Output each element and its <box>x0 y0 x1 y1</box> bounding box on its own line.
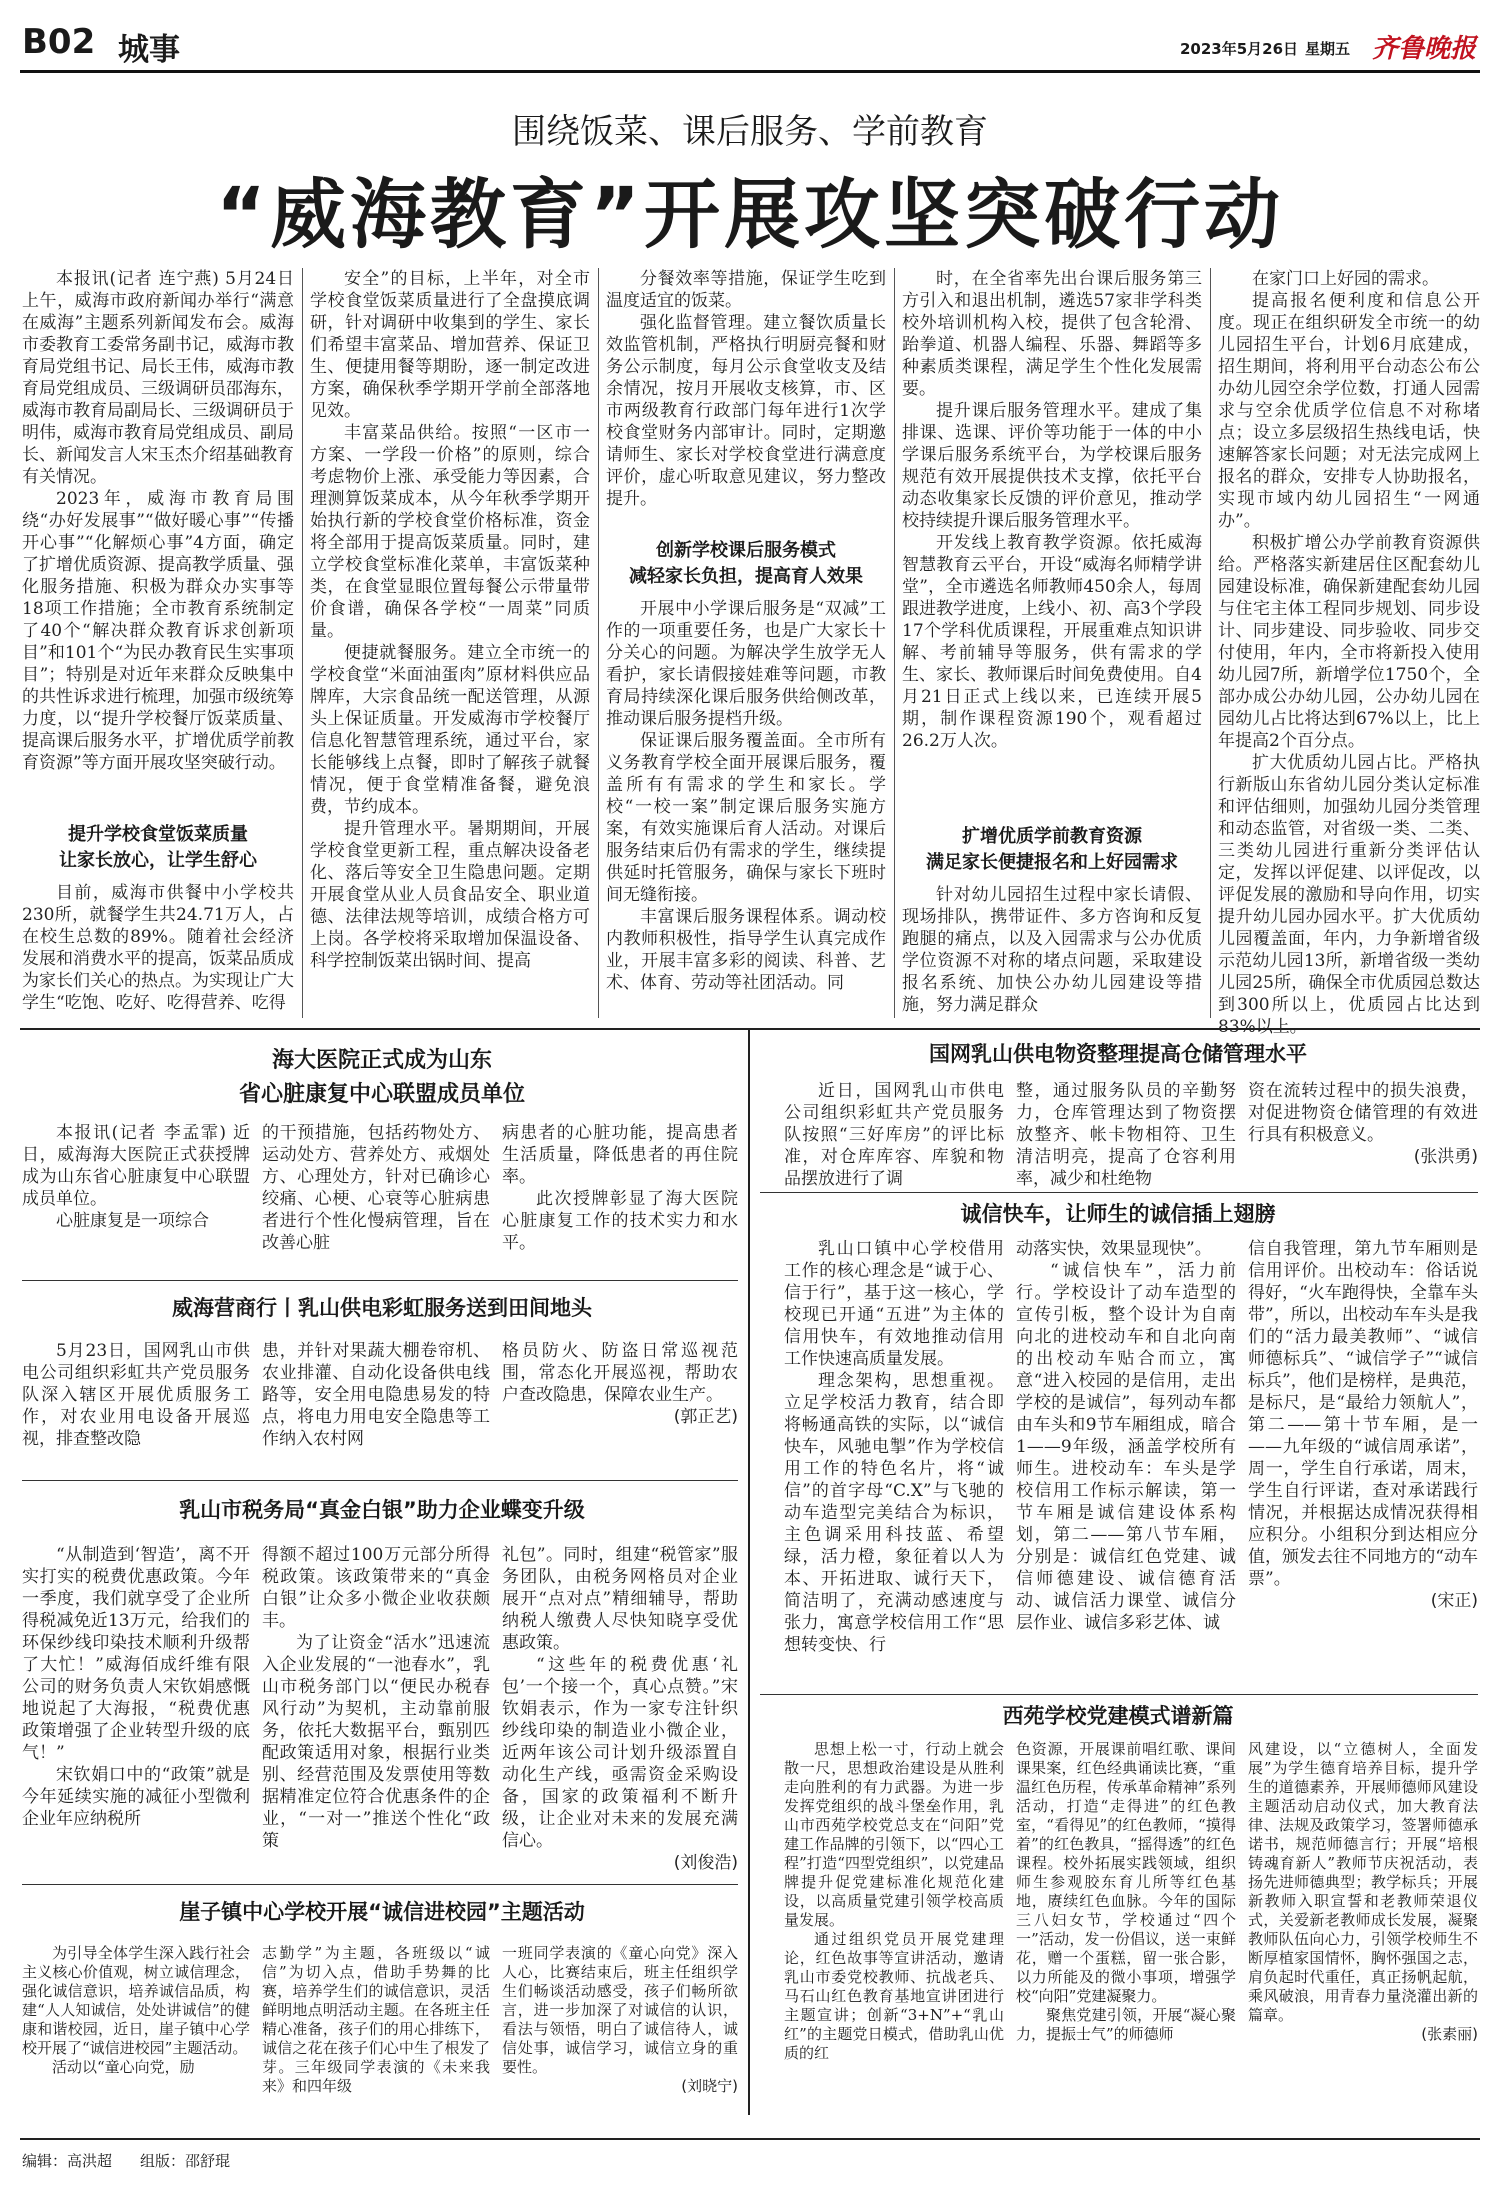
article-rule <box>22 1884 738 1885</box>
a7-col-1 <box>784 1238 1004 1690</box>
paragraph: 时，在全省率先出台课后服务第三方引入和退出机制，遴选57家非学科类校外培训机构入校，提供了包含轮滑、跆拳道、机器人编程、乐器、舞蹈等多种素质类课程，满足学生个性化发展需要。 <box>902 269 1202 399</box>
a7-col-3 <box>1248 1238 1478 1690</box>
a2-col-2 <box>262 1122 490 1272</box>
byline: (宋正) <box>1430 1591 1478 1611</box>
main-col-1a <box>22 268 294 818</box>
paragraph: 强化监督管理。建立餐饮质量长效监管机制，严格执行明厨亮餐和财务公示制度，每月公示食堂收支及结余情况，按月开展收支核算，市、区市两级教育行政部门每年进行1次学校食堂财务内部审计。同时，定期邀请师生、家长对学校食堂进行满意度评价，虚心听取意见建议，努力整改提升。 <box>606 313 886 509</box>
paragraph: “这些年的税费优惠‘礼包’一个接一个，真心点赞。”宋钦娟表示，作为一家专注针织纱线印染的制造业小微企业，近两年该公司计划升级添置自动化生产线，亟需资金采购设备，国家的政策福利不断升级，让企业对未来的发展充满信心。 <box>502 1655 738 1851</box>
a6-col-1 <box>784 1080 1004 1190</box>
paragraph: 2023年，威海市教育局围绕“办好发展事”“做好暖心事”“传播开心事”“化解烦心事”4方面，确定了扩增优质资源、提高教学质量、强化服务措施、积极为群众办实事等18项工作措施；全市教育系统制定了40个“解决群众教育诉求创新项目”和101个“为民办教育民生实事项目”；特别是对近年来群众反映集中的共性诉求进行梳理，加强市级统筹力度，以“提升学校餐厅饭菜质量、提高课后服务水平，扩增优质学前教育资源”等方面开展攻坚突破行动。 <box>22 489 294 773</box>
a3-col-1 <box>22 1340 250 1476</box>
byline: (刘俊浩) <box>673 1853 738 1873</box>
paragraph: 提升课后服务管理水平。建成了集排课、选课、评价等功能于一体的中小学课后服务系统平台，为学校课后服务规范有效开展提供技术支撑，依托平台动态收集家长反馈的评价意见，推动学校持续提升课后服务管理水平。 <box>902 401 1202 531</box>
paragraph: 便捷就餐服务。建立全市统一的学校食堂“米面油蛋肉”原材料供应品牌库，大宗食品统一配送管理，从源头上保证质量。开发威海市学校餐厅信息化智慧管理系统，通过平台，家长能够线上点餐，即时了解孩子就餐情况，便于食堂精准备餐，避免浪费，节约成本。 <box>310 643 590 817</box>
paragraph: 一班同学表演的《童心向党》深入人心，比赛结束后，班主任组织学生们畅谈活动感受，孩子们畅所欲言，进一步加深了对诚信的认识，看法与领悟，明白了诚信待人，诚信处事，诚信学习，诚信立身的重要性。 <box>502 1944 738 2076</box>
subheading-1: 提升学校食堂饭菜质量 <box>68 824 248 845</box>
page-number: B02 <box>22 22 96 62</box>
main-col-3a <box>606 268 886 532</box>
paragraph: 患，并针对果蔬大棚卷帘机、农业排灌、自动化设备供电线路等，安全用电隐患易发的特点，将电力用电安全隐患等工作纳入农村网 <box>262 1341 490 1449</box>
paragraph: “诚信快车”，活力前行。学校设计了动车造型的宣传引板，整个设计为自南向北的进校动车和自北向南的出校动车贴合而立，寓意“进入校园的是信用，走出学校的是诚信”，每列动车都由车头和9节车厢组成，暗合1——9年级，涵盖学校所有师生。进校动车：车头是学校信用工作标示解读，第一节车厢是诚信建设体系构划，第二——第八节车厢，分别是：诚信红色党建、诚信师德建设、诚信德育活动、诚信活力课堂、诚信分层作业、诚信多彩艺体、诚 <box>1016 1261 1236 1633</box>
subheading-2: 创新学校课后服务模式 <box>656 540 836 561</box>
paragraph: 心脏康复是一项综合 <box>56 1211 209 1231</box>
paragraph: 扩大优质幼儿园占比。严格执行新版山东省幼儿园分类认定标准和评估细则，加强幼儿园分类管理和动态监管，对省级一类、二类、三类幼儿园进行重新分类评估认定，发挥以评促建、以评促改，以评促发展的激励和导向作用，切实提升幼儿园办园水平。扩大优质幼儿园覆盖面，年内，力争新增省级示范幼儿园13所，新增省级一类幼儿园25所，确保全市优质园总数达到300所以上，优质园占比达到83%以上。 <box>1218 753 1480 1037</box>
paragraph: 目前，威海市供餐中小学校共230所，就餐学生共24.71万人，占在校生总数的89%。随着社会经济发展和消费水平的提高，饭菜品质成为家长们关心的热点。为实现让广大学生“吃饱、吃好、吃得营养、吃得 <box>22 883 294 1013</box>
section-rule <box>20 1028 1480 1030</box>
article-headline: 国网乳山供电物资整理提高仓储管理水平 <box>929 1042 1307 1066</box>
paragraph: 分餐效率等措施，保证学生吃到温度适宜的饭菜。 <box>606 269 886 311</box>
article-headline: 西苑学校党建模式谱新篇 <box>1002 1704 1234 1728</box>
paragraph: 色资源，开展课前唱红歌、课间课果案，红色经典诵读比赛，“重温红色历程，传承革命精神”系列活动，打造“走得进”的红色教室，“看得见”的红色教师，“摸得着”的红色教具，“摇得透”的红色课程。校外拓展实践领域，组织师生参观胶东育儿所等红色基地，赓续红色血脉。今年的国际三八妇女节，学校通过“四个一”活动，发一份倡议，送一束鲜花，赠一个蛋糕，留一张合影，以力所能及的微小事项，增强学校“向阳”党建凝聚力。 <box>1016 1740 1236 2005</box>
article-rule <box>760 1192 1478 1193</box>
article-rule <box>22 1280 738 1281</box>
article-rule <box>760 1694 1478 1695</box>
paragraph: 整，通过服务队员的辛勤努力，仓库管理达到了物资摆放整齐、帐卡物相符、卫生清洁明亮，提高了仓容利用率，减少和杜绝物 <box>1016 1081 1236 1189</box>
a5-col-2 <box>262 1944 490 2110</box>
a2-col-3 <box>502 1122 738 1272</box>
paragraph: 格员防火、防盗日常巡视范围，常态化开展巡视，帮助农户查改隐患，保障农业生产。 <box>502 1341 738 1405</box>
a3-col-2 <box>262 1340 490 1476</box>
paragraph: 开发线上教育教学资源。依托威海智慧教育云平台，开设“威海名师精学讲堂”，全市遴选名师教师450余人，每周跟进教学进度，上线小、初、高3个学段17个学科优质课程，开展重难点知识讲解、考前辅导等服务，供有需求的学生、家长、教师课后时间免费使用。自4月21日正式上线以来，已连续开展5期，制作课程资源190个，观看超过26.2万人次。 <box>902 533 1202 751</box>
byline: (张洪勇) <box>1413 1147 1478 1167</box>
a5-col-3 <box>502 1944 738 2110</box>
editor-credit: 编辑：高洪超 <box>22 2152 113 2170</box>
page-divider <box>748 1030 750 2115</box>
weekday: 星期五 <box>1305 40 1351 58</box>
paragraph: 提高报名便利度和信息公开度。现正在组织研发全市统一的幼儿园招生平台，计划6月底建成，招生期间，将利用平台动态公布公办幼儿园空余学位数，打通人园需求与空余优质学位信息不对称堵点；设立多层级招生热线电话，快速解答家长问题；对无法完成网上报名的群众，安排专人协助报名，实现市域内幼儿园招生“一网通办”。 <box>1218 291 1480 531</box>
paragraph: 近日，国网乳山市供电公司组织彩虹共产党员服务队按照“三好库房”的评比标准，对仓库库容、库貌和物品摆放进行了调 <box>784 1081 1004 1189</box>
subheading-3: 扩增优质学前教育资源 <box>962 826 1142 847</box>
paragraph: 病患者的心脏功能，提高患者生活质量，降低患者的再住院率。 <box>502 1123 738 1187</box>
paragraph: 5月23日，国网乳山市供电公司组织彩虹共产党员服务队深入辖区开展优质服务工作，对农业用电设备开展巡视，排查整改隐 <box>22 1341 250 1449</box>
paragraph: 的干预措施，包括药物处方、运动处方、营养处方、戒烟处方、心理处方，针对已确诊心绞痛、心梗、心衰等心脏病患者进行个性化慢病管理，旨在改善心脏 <box>262 1123 490 1253</box>
a4-col-3 <box>502 1544 738 1880</box>
paragraph: 丰富菜品供给。按照“一区市一方案、一学段一价格”的原则，综合考虑物价上涨、承受能力等因素，合理测算饭菜成本，从今年秋季学期开始执行新的学校食堂价格标准，资金将全部用于提高饭菜质量。同时，建立学校食堂标准化菜单，丰富饭菜种类，在食堂显眼位置每餐公示带量带价食谱，确保各学校“一周菜”同质量。 <box>310 423 590 641</box>
paragraph: 宋钦娟口中的“政策”就是今年延续实施的减征小型微利企业年应纳税所 <box>22 1765 250 1829</box>
a4-col-1 <box>22 1544 250 1880</box>
article-headline: 威海营商行丨乳山供电彩虹服务送到田间地头 <box>172 1296 592 1320</box>
article-headline: 诚信快车，让师生的诚信插上翅膀 <box>960 1202 1276 1226</box>
a6-col-2 <box>1016 1080 1236 1190</box>
paragraph: 本报讯(记者 李孟霏) 近日，威海海大医院正式获授牌成为山东省心脏康复中心联盟成员单位。 <box>22 1123 250 1209</box>
a5-col-1 <box>22 1944 250 2110</box>
paragraph: 思想上松一寸，行动上就会散一尺，思想政治建设是从胜利走向胜利的有力武器。为进一步发挥党组织的战斗堡垒作用，乳山市西苑学校党总支在“问阳”党建工作品牌的引领下，以“四心工程”打造“四型党组织”，以党建品牌提升促党建标准化规范化建设，以高质量党建引领学校高质量发展。 <box>784 1740 1004 1929</box>
a7-col-2 <box>1016 1238 1236 1690</box>
a4-col-2 <box>262 1544 490 1880</box>
paragraph: 礼包”。同时，组建“税管家”服务团队，由税务网格员对企业展开“点对点”精细辅导，帮助纳税人缴费人尽快知晓享受优惠政策。 <box>502 1545 738 1653</box>
subheading-2b: 减轻家长负担，提高育人效果 <box>629 566 863 587</box>
section-name: 城事 <box>118 32 180 68</box>
paragraph: 此次授牌彰显了海大医院心脏康复工作的技术实力和水平。 <box>502 1189 738 1253</box>
article-headline: 乳山市税务局“真金白银”助力企业蝶变升级 <box>179 1498 585 1522</box>
article-rule <box>22 1480 738 1481</box>
paragraph: “从制造到‘智造’，离不开实打实的税费优惠政策。今年一季度，我们就享受了企业所得税减免近13万元，给我们的环保纱线印染技术顺利升级帮了大忙！”威海佰成纤维有限公司的财务负责人宋钦娟感慨地说起了大海报，“税费优惠政策增强了企业转型升级的底气！” <box>22 1545 250 1763</box>
paragraph: 理念架构，思想重视。立足学校活力教育，结合即将畅通高铁的实际，以“诚信快车，风驰电掣”作为学校信用工作的特色名片，将“诚信”的首字母“C.X”与飞驰的动车造型完美结合为标识，主色调采用科技蓝、希望绿，活力橙，象征着以人为本、开拓进取、诚行天下，简洁明了，充满动感速度与张力，寓意学校信用工作“思想转变快、行 <box>784 1371 1004 1655</box>
paragraph: 活动以“童心向党，励 <box>52 2058 195 2076</box>
footer-rule <box>20 2138 1480 2140</box>
article-headline: 崖子镇中心学校开展“诚信进校园”主题活动 <box>179 1900 585 1924</box>
paragraph: 乳山口镇中心学校借用工作的核心理念是“诚于心、信于行”，基于这一核心，学校现已开通“五进”为主体的信用快车，有效地推动信用工作快速高质量发展。 <box>784 1239 1004 1369</box>
paragraph: 动落实快，效果显现快”。 <box>1016 1239 1212 1259</box>
paragraph: 安全”的目标，上半年，对全市学校食堂饭菜质量进行了全盘摸底调研，针对调研中收集到的学生、家长们希望丰富菜品、增加营养、保证卫生、便捷用餐等期盼，逐一制定改进方案，确保秋季学期开学前全部落地见效。 <box>310 269 590 421</box>
paragraph: 保证课后服务覆盖面。全市所有义务教育学校全面开展课后服务，覆盖所有有需求的学生和家长。学校“一校一案”制定课后服务实施方案，有效实施课后育人活动。对课后服务结束后仍有需求的学生，继续提供延时托管服务，确保与家长下班时间无缝衔接。 <box>606 731 886 905</box>
paragraph: 积极扩增公办学前教育资源供给。严格落实新建居住区配套幼儿园建设标准，确保新建配套幼儿园与住宅主体工程同步规划、同步设计、同步建设、同步验收、同步交付使用，年内，全市将新投入使用幼儿园7所，新增学位1750个，全部办成公办幼儿园，公办幼儿园在园幼儿占比将达到67%以上，比上年提高2个百分点。 <box>1218 533 1480 751</box>
a3-col-3 <box>502 1340 738 1476</box>
kicker: 围绕饭菜、课后服务、学前教育 <box>512 112 988 152</box>
a8-col-2 <box>1016 1740 1236 2110</box>
byline: (刘晓宁) <box>681 2077 738 2095</box>
main-col-1b <box>22 882 294 1022</box>
main-col-2 <box>310 268 590 1022</box>
designer-credit: 组版：邵舒琨 <box>140 2152 231 2170</box>
paragraph: 资在流转过程中的损失浪费，对促进物资仓储管理的有效进行具有积极意义。 <box>1248 1081 1478 1145</box>
paragraph: 通过组织党员开展党建理论，红色故事等宣讲活动，邀请乳山市委党校教师、抗战老兵、马石山红色教育基地宣讲团进行主题宣讲；创新“3+N”+“乳山红”的主题党日模式，借助乳山优质的红 <box>784 1930 1004 2062</box>
newspaper-logo: 齐鲁晚报 <box>1372 34 1477 64</box>
column-divider <box>1210 268 1211 1018</box>
a6-col-3 <box>1248 1080 1478 1190</box>
main-col-4b <box>902 884 1202 1022</box>
column-divider <box>302 268 303 1018</box>
issue-date: 2023年5月26日 <box>1180 40 1299 58</box>
byline: (张素丽) <box>1421 2025 1478 2043</box>
paragraph: 志勤学”为主题，各班级以“诚信”为切入点，借助手势舞的比赛，培养学生们的诚信意识，灵活鲜明地点明活动主题。在各班主任精心准备，孩子们的用心排练下，诚信之花在孩子们心中生了根发了芽。三年级同学表演的《未来我来》和四年级 <box>262 1944 490 2095</box>
column-divider <box>894 268 895 1018</box>
paragraph: 得额不超过100万元部分所得税政策。该政策带来的“真金白银”让众多小微企业收获颇丰。 <box>262 1545 490 1631</box>
header-rule <box>20 70 1480 73</box>
a2-col-1 <box>22 1122 250 1272</box>
subheading-3b: 满足家长便捷报名和上好园需求 <box>926 852 1178 873</box>
main-col-3b <box>606 598 886 1022</box>
paragraph: 聚焦党建引领，开展“凝心聚力，提振士气”的师德师 <box>1016 2006 1236 2043</box>
paragraph: 本报讯(记者 连宁燕) 5月24日上午，威海市政府新闻办举行“满意在威海”主题系列新闻发布会。威海市委教育工委常务副书记，威海市教育局党组书记、局长王伟，威海市教育局党组成员、三级调研员邵海东，威海市教育局副局长、三级调研员于明伟，威海市教育局党组成员、副局长、新闻发言人宋玉杰介绍基础教育有关情况。 <box>22 269 294 487</box>
paragraph: 在家门口上好园的需求。 <box>1252 269 1439 289</box>
byline: (郭正艺) <box>673 1407 738 1427</box>
paragraph: 信自我管理，第九节车厢则是信用评价。出校动车：俗话说得好，“火车跑得快，全靠车头带”，所以，出校动车车头是我们的“活力最美教师”、“诚信师德标兵”、“诚信学子”“诚信标兵”，他们是榜样，是典范，是标尺，是“最给力领航人”，第二——第十节车厢，是一——九年级的“诚信周承诺”，周一，学生自行承诺，周末，学生自行评诺，查对承诺践行情况，并根据达成情况获得相应积分。小组积分到达相应分值，颁发去往不同地方的“动车票”。 <box>1248 1239 1478 1589</box>
paragraph: 风建设，以“立德树人，全面发展”为学生德育培养目标，提升学生的道德素养，开展师德师风建设主题活动启动仪式，加大教育法律、法规及政策学习，签署师德承诺书，规范师德言行；开展“培根铸魂育新人”教师节庆祝活动，表扬先进师德典型；教学标兵；开展新教师入职宣誓和老教师荣退仪式，关爱新老教师成长发展，凝聚教师队伍向心力，引领学校师生不断厚植家国情怀，胸怀强国之志，肩负起时代重任，真正扬帆起航，乘风破浪，用青春力量浇灌出新的篇章。 <box>1248 1740 1478 2024</box>
main-col-5 <box>1218 268 1480 1037</box>
paragraph: 提升管理水平。暑期期间，开展学校食堂更新工程，重点解决设备老化、落后等安全卫生隐患问题。定期开展食堂从业人员食品安全、职业道德、法律法规等培训，成绩合格方可上岗。各学校将采取增加保温设备、科学控制饭菜出锅时间、提高 <box>310 819 590 971</box>
subheading-1b: 让家长放心，让学生舒心 <box>59 850 257 871</box>
article-headline: 海大医院正式成为山东 省心脏康复中心联盟成员单位 <box>238 1048 525 1107</box>
paragraph: 为了让资金“活水”迅速流入企业发展的“一池春水”，乳山市税务部门以“便民办税春风行动”为契机，主动靠前服务，依托大数据平台，甄别匹配政策适用对象，根据行业类别、经营范围及发票使用等数据精准定位符合优惠条件的企业，“一对一”推送个性化“政策 <box>262 1633 490 1851</box>
paragraph: 针对幼儿园招生过程中家长请假、现场排队，携带证件、多方咨询和反复跑腿的痛点，以及入园需求与公办优质学位资源不对称的堵点问题，采取建设报名系统、加快公办幼儿园建设等措施，努力满足群众 <box>902 885 1202 1015</box>
paragraph: 丰富课后服务课程体系。调动校内教师积极性，指导学生认真完成作业，开展丰富多彩的阅读、科普、艺术、体育、劳动等社团活动。同 <box>606 907 886 993</box>
a8-col-3 <box>1248 1740 1478 2110</box>
paragraph: 开展中小学课后服务是“双减”工作的一项重要任务，也是广大家长十分关心的问题。为解决学生放学无人看护，家长请假接娃难等问题，市教育局持续深化课后服务供给侧改革，推动课后服务提档升级。 <box>606 599 886 729</box>
a8-col-1 <box>784 1740 1004 2110</box>
column-divider <box>598 268 599 1018</box>
paragraph: 为引导全体学生深入践行社会主义核心价值观，树立诚信理念，强化诚信意识，培养诚信品质，构建“人人知诚信，处处讲诚信”的健康和谐校园，近日，崖子镇中心学校开展了“诚信进校园”主题活动。 <box>22 1944 250 2057</box>
main-col-4a <box>902 268 1202 820</box>
main-headline: “威海教育”开展攻坚突破行动 <box>216 170 1284 259</box>
